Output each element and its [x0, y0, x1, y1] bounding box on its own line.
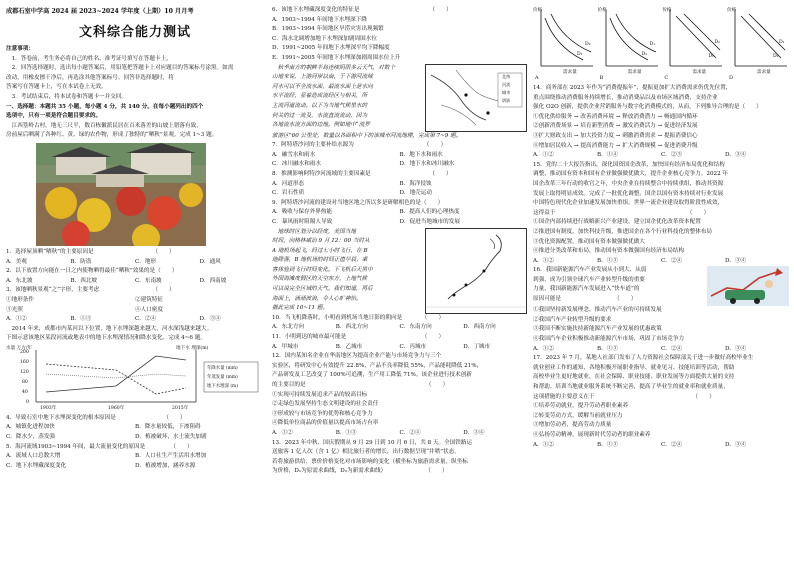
question-7: 7．阿特塔沙河的主要补给水源为 （ ） — [272, 142, 447, 149]
curve-panel — [727, 6, 789, 84]
question-3-items — [6, 296, 264, 315]
option[interactable]: D．西南坡 — [199, 277, 227, 284]
option[interactable]: A．①② — [533, 257, 554, 264]
option[interactable]: D．植被增加，涵养水源 — [135, 462, 196, 469]
option[interactable]: C．岩石性质 — [272, 190, 305, 197]
option[interactable]: C．地形 — [135, 258, 157, 265]
question-17: 高校毕业生更好地就业，在社会保障、职业技能、职业发展等方面提供大量的支持 — [533, 374, 735, 381]
option[interactable]: D．西南方向 — [463, 324, 496, 331]
option[interactable]: E．1991~2005 年间地下水埋深加剧周围水位上升 — [272, 54, 401, 61]
option[interactable]: A．美观 — [6, 258, 27, 265]
option[interactable]: A．东北坡 — [6, 277, 33, 284]
option[interactable]: A．吸收与保存外界热能 — [272, 209, 332, 216]
chart-ylabel-right: 地下水 埋深(m) — [176, 345, 209, 351]
question-10-options — [272, 323, 527, 333]
option[interactable]: B．①③ — [597, 441, 618, 448]
curve-label: D₁ — [649, 42, 656, 47]
item: ①实现可持续发展追求产品的较高目标 — [272, 391, 368, 398]
x-tick: 2015年 — [172, 405, 189, 411]
section-heading: 一、选择题：本题共 35 小题，每小题 4 分，共 140 分。在每小题列出的四个 — [6, 103, 204, 110]
option[interactable]: A．1903~1994 年间地下水埋深下降 — [272, 16, 367, 23]
notes-title: 注意事项： — [6, 46, 34, 52]
item: ②创新消费场景 → 培育新型消费 → 激发消费活力 → 促进经济发展 — [533, 123, 698, 130]
map-label: 河流 — [502, 81, 511, 87]
question-15: 国企改革三年行动的收官之年，中央企业在持续整合中持续重组，推动其资源 — [533, 180, 724, 187]
curve-label: D₁ — [778, 40, 785, 45]
question-15: 15．党的二十大报告指出，深化国资国企改革，加快国有经济布局优化和结构 — [533, 161, 725, 168]
option[interactable]: A．流域人口总数大增 — [6, 453, 61, 460]
item: ②推进国有制度，加快科技升级，推进国企在各个行业科技化的整体布局 — [533, 228, 713, 235]
question-2: 2．以下放置方向能在一日之内使物晒得最佳“晒秋”效果的是（ ） — [6, 268, 178, 275]
item: ①我国坚持新发展理念，推动汽车产业的可持续发展 — [533, 307, 662, 314]
option[interactable]: A．甲城市 — [272, 343, 299, 350]
passage-line: 海面上，涌涌波浪，令人心旷神怡。 — [272, 295, 362, 302]
question-13: 送旅客 1 亿人次（含 1 亿）相比旅行者的增长，出行数据呈现“井喷”状态， — [272, 449, 460, 456]
exam-title: 文科综合能力测试 — [78, 25, 191, 40]
passage-line: A 地机场起飞，经过七小时飞行，在 B — [272, 247, 368, 254]
map-label: 城市 — [502, 89, 511, 95]
curve-label: D₂ — [585, 42, 591, 47]
y-tick: 160 — [20, 359, 29, 365]
question-5: 5．海河流域1903~1994 年间，最大流量变化的原因是 （ ） — [6, 443, 193, 450]
item: ④人口密度 — [135, 306, 163, 313]
panel-id[interactable]: B — [599, 75, 604, 81]
question-16: 到强，成为引领全球汽车产业转型升级的重要 — [533, 276, 645, 283]
option[interactable]: A．①② — [533, 345, 554, 352]
note-line: 1．答卷前，考生务必将自己的姓名、准考证号填写在答题卡上。 — [6, 55, 172, 62]
option[interactable]: C．②④ — [661, 441, 683, 448]
question-16: 原因可能是 （ ） — [533, 296, 637, 303]
option[interactable]: B．防盗 — [70, 258, 92, 265]
passage-line: 各地流水流方面的边地。例如地中“流罗 — [272, 122, 370, 129]
option[interactable]: C．降水少，蒸发强 — [6, 434, 56, 441]
village-photo — [36, 143, 206, 246]
note-line: 改动，用橡皮擦干净后，再选涂其他答案标号。回答非选择题时，将 — [6, 74, 174, 81]
option[interactable]: A．①② — [272, 429, 293, 436]
question-12: 的主要目的是 （ ） — [272, 382, 449, 388]
map-label: 阴影 — [502, 97, 511, 103]
option[interactable]: C．②④ — [135, 316, 157, 323]
option[interactable]: D．③④ — [725, 152, 747, 159]
map-label: 北纬 — [502, 73, 511, 79]
item: ③增加劳动者，提高劳动力质量 — [533, 422, 612, 429]
curve-label: D₂ — [772, 54, 779, 59]
axis-label: 需求量 — [627, 70, 642, 75]
question-17: 17．2023 年 7 月，某地人社部门发布了人力资源社会保障部关于进一步做好高校毕业生 — [533, 355, 754, 362]
passage-line: 房前屋后晒满了各种红、黄、绿的农作物，形成了独特的“晒秋”景观。完成 1~3 题。 — [6, 132, 218, 139]
question-17: 这项措施的主要意义在于 （ ） — [533, 393, 715, 400]
question-1: 1．选择屋顶晒“晒秋”的主要原因是 （ ） — [6, 248, 175, 255]
groundwater-chart — [6, 344, 264, 414]
option[interactable]: C．②④ — [399, 429, 421, 436]
item: ③光照 — [6, 306, 23, 313]
passage-line: 时间，向格林威治 9 月 12：00 当时从 — [272, 238, 370, 245]
axis-label: 价格 — [726, 8, 737, 13]
passage-line: 山地来说，上游河岸以南，于下游河流域 — [272, 74, 373, 81]
question-15: 发展上取得明显成效。完成了一批优化调整，国企以国有资本持续对行业发展 — [533, 190, 724, 197]
passage-line: 秋季南方的朝鲜半岛连续阴雨多云天气，对数个 — [272, 64, 396, 71]
item: ③优化资源配置，推动国有资本做强做优做大 — [533, 238, 645, 245]
question-14: 重点围绕推动消费服务持续增长，推动消费品以及市场区域消费，支持企业 — [533, 94, 718, 101]
option[interactable]: B．西北方向 — [335, 324, 368, 331]
axis-label: 价格 — [533, 8, 543, 13]
item: ①培养劳动就业，提升劳动者职业素养 — [533, 403, 629, 410]
item: ③我国不断实施扶持新能源汽车产业发展的优惠政策 — [533, 326, 662, 333]
curve-label: D₂ — [641, 52, 648, 57]
item: ④推进分类改革和布局，推动国有资本做强国有经济布局结构 — [533, 248, 685, 255]
question-14: 14．商务部在 2023 年作为“消费提振年”，提振更加扩大消费需求仍优先位置， — [533, 85, 732, 91]
curve-label: D₁ — [577, 52, 583, 57]
question-1-options — [6, 258, 264, 268]
x-tick: 1903年 — [40, 405, 57, 411]
river-map — [425, 64, 527, 132]
y-tick: 80 — [22, 379, 28, 385]
question-15: 中国特色现代化企业加速发展加快重组，世界一流企业建设取得阶段性成效， — [533, 200, 724, 207]
option[interactable]: A．东北方向 — [272, 324, 305, 331]
question-14: 强化 O2O 创新，提供企业营销服务与数字化消费模式的，从而，下列推导合理的是（ ） — [533, 104, 762, 111]
question-13: 13．2023 年中秋、国庆假期从 9 月 29 日到 10 月 6 日，共 8 天。全国铁路运 — [272, 439, 473, 446]
curve-panel — [533, 6, 595, 84]
passage-line: 客体验到飞行时间变化。下飞机后天黑中 — [272, 266, 373, 273]
column-2 — [272, 6, 527, 477]
question-15-options — [533, 257, 789, 267]
passage-line: 2014 年来，成都市内某河以下位置，地下水埋深越来越大，河水深浅越来越大。 — [6, 325, 213, 332]
question-14-options — [533, 151, 789, 161]
question-17-options — [533, 441, 789, 451]
option[interactable]: D．通风 — [199, 258, 221, 265]
passage-line: 外国海滩度假区的天空东方，上地气候 — [272, 276, 368, 283]
question-16: 16．我国新能源汽车产业发展从小到大、从弱 — [533, 267, 647, 274]
option[interactable]: C．地下水埋藏深度变化 — [6, 462, 67, 469]
question-7-options — [272, 151, 527, 170]
option[interactable]: D．植被破坏，水土流失加剧 — [135, 434, 207, 441]
legend-item: 年蒸发量 (mm) — [207, 374, 238, 380]
option[interactable]: B．人口社生产生活用水增加 — [135, 453, 207, 460]
japan-map — [425, 228, 527, 314]
axis-label: 价格 — [597, 8, 607, 13]
option[interactable]: B．提高人们的心理热度 — [399, 209, 460, 216]
question-16-block — [533, 266, 789, 306]
question-12: 产品研发及工艺改变了 100%可追溯，生产用工降低 71%。该企业进行技术创新 — [272, 372, 472, 379]
option[interactable]: C．东南方向 — [399, 324, 432, 331]
question-11-options — [272, 343, 527, 353]
question-10: 10．当飞机降落时，小明看到机场当地日影的朝向是 （ ） — [272, 314, 445, 321]
question-17: 就业创业工作的通知，各地积极开展职业指导、就业见习、技能培训等活动，帮助 — [533, 364, 735, 371]
item: ④弘扬劳动精神，展现新时代劳动者的职业素养 — [533, 432, 651, 438]
legend-item: 年降水量 (mm) — [207, 365, 238, 371]
passage-line: 水平流经，显着造成流经区与相关，所 — [272, 93, 368, 100]
column-1 — [6, 6, 264, 471]
y-tick: 200 — [20, 349, 29, 355]
question-6: 6．该地下水埋藏深度变化的特征是 （ ） — [272, 7, 452, 13]
option[interactable]: D．③④ — [199, 316, 221, 323]
curve-label: D₂ — [714, 40, 720, 45]
option[interactable]: B．西北坡 — [70, 277, 97, 284]
item: ②走绿色发展坚持生态文明建设的社会责任 — [272, 401, 379, 408]
passage-line: 可以说完全区域的天气。我们知道，再后 — [272, 286, 373, 293]
option[interactable]: D．1991~2005 年间地下水埋深平均下降幅度 — [272, 45, 390, 52]
note-line: 答案写在答题卡上，写在本试卷上无效。 — [6, 84, 107, 91]
option[interactable]: C．丙城市 — [399, 343, 427, 350]
question-13: 若将旅游供给、票价价格变化对市场影响的变化（横坐标为旅游需求量，纵坐标 — [272, 458, 468, 465]
y-tick: 120 — [20, 369, 29, 375]
option[interactable]: C．②④ — [661, 257, 683, 264]
passage-line: 地降落，B 地机场的时间正值早晨，乘 — [272, 257, 368, 264]
option[interactable]: B．海洋侵蚀 — [399, 180, 432, 187]
question-9-options — [272, 208, 527, 227]
option[interactable]: D．地下水和冰川融水 — [399, 161, 455, 168]
option[interactable]: C．暴风雨时阻隔人导致 — [272, 218, 333, 225]
option[interactable]: B．地下水和雨水 — [399, 151, 443, 158]
axis-label: 需求量 — [756, 70, 771, 75]
item: ①地形条件 — [6, 296, 34, 303]
passage-with-map — [272, 64, 527, 132]
question-16: 力量，我国新能源汽车发展进入“快车道”的 — [533, 286, 640, 293]
option[interactable]: A．①② — [6, 316, 27, 323]
passage-line: 何关的过一流及，水流直流流动，因为 — [272, 112, 368, 119]
item: ④增加居民收入 → 提高消费能力 → 扩大消费规模 → 促进消费升级 — [533, 142, 698, 149]
passage-line: 据此完成 10~11 题。 — [272, 305, 329, 312]
question-2-options — [6, 277, 264, 287]
question-3: 3．该地晒秋景观“之”字形，主要考虑 （ ） — [6, 287, 175, 294]
option[interactable]: A．①② — [533, 441, 554, 448]
y-tick: 40 — [22, 389, 28, 395]
question-8-options — [272, 180, 527, 199]
panel-id[interactable]: D — [728, 75, 733, 81]
item: ④我国汽车企业积极推动新能源汽车市场，巩固了市场竞争力 — [533, 336, 685, 343]
option[interactable]: A．融雪水和雨水 — [272, 151, 316, 158]
option[interactable]: D．地壳运动 — [399, 190, 432, 197]
option[interactable]: C．②③ — [661, 152, 683, 159]
question-12: 实验区，将研发中心有效提升 22.8%，产品不良率降低 55%，产品能耗降低 21%， — [272, 362, 483, 369]
option[interactable]: B．乙城市 — [335, 343, 363, 350]
option[interactable]: A．河道形态 — [272, 180, 305, 187]
axis-label: 价格 — [662, 8, 672, 13]
item: ②建筑特征 — [135, 296, 163, 303]
passage-line: 江西篁岭古村，地无三尺平，数百栋徽派民居在百米落差的山坡上错落有致， — [6, 122, 202, 129]
column-3 — [533, 6, 789, 450]
question-4-options — [6, 423, 264, 442]
option[interactable]: C．冰川融水和雨水 — [272, 161, 322, 168]
item: ③扩大财政支出 → 加大投资力度 → 刺激消费需求 → 提振消费信心 — [533, 132, 698, 139]
option[interactable]: A．城镇化进程加快 — [6, 424, 55, 431]
option[interactable]: B．①③ — [597, 345, 618, 352]
axis-label: 需求量 — [692, 70, 707, 75]
question-17: 和帮助。培训当地就业服务系统不断完善，提高了毕业生的就业率和就业质量， — [533, 384, 729, 391]
option[interactable]: C．海水北调增加地下水埋深加剧周围水位 — [272, 35, 377, 42]
question-3-options — [6, 315, 264, 325]
y-tick: 0 — [26, 399, 29, 405]
item: ①优化供给服务 → 改善消费环境 → 释放消费潜力 → 畅通国内循环 — [533, 113, 698, 120]
question-15: 这得益于 （ ） — [533, 209, 710, 216]
option[interactable]: D．③④ — [725, 441, 747, 448]
passage-line: 地球时区划分以经度，美国当地 — [272, 228, 356, 235]
panel-id[interactable]: A — [535, 75, 539, 81]
option[interactable]: B．1903~1994 年间地区旱涝灾害出现频繁 — [272, 26, 384, 33]
x-tick: 1960年 — [108, 405, 125, 411]
item: ①国企内部持续进行战略新兴产业建设，建立国企优化改革资本配置 — [533, 219, 701, 226]
question-8: 8．推测影响阿特沙河流域的主要因素是 （ ） — [272, 170, 452, 177]
option[interactable]: D．③④ — [725, 345, 747, 352]
option[interactable]: D．丁城市 — [463, 343, 491, 350]
question-16-options — [533, 345, 789, 355]
passage-line: 旅游区”60 公里处，数量以各面积中下的该城市河流地理，完成第 7~9 题。 — [272, 132, 462, 139]
note-line: 3．考试结束后，将本试卷和答题卡一并交回。 — [6, 93, 128, 100]
curve-panel — [598, 6, 660, 84]
option[interactable]: B．①④ — [597, 152, 618, 159]
option[interactable]: C．②④ — [661, 345, 683, 352]
passage-line: 河水可以不全流水面，最流水面上是水向 — [272, 83, 373, 90]
option[interactable]: D．③④ — [463, 429, 485, 436]
section-heading: 选项中，只有一项是符合题目要求的。 — [6, 113, 102, 120]
option[interactable]: A．①② — [533, 152, 554, 159]
curve-panel — [662, 6, 724, 84]
item: ②转变劳动方式，缓解当前就业压力 — [533, 412, 623, 419]
ev-cartoon — [707, 266, 789, 306]
question-12: 12．国内某知名企业在华南地区为提高企业产能与市场竞争力与三个 — [272, 353, 442, 360]
panel-id[interactable]: C — [664, 75, 669, 81]
passage-line: 主流河道流动。以下为当地气候里水的 — [272, 102, 368, 109]
question-15: 调整，推动国有资本和国有企业做强做优做大，提升企业核心竞争力。2022 年 — [533, 171, 729, 178]
item: ②我国汽车产业转型升级的要求 — [533, 316, 612, 323]
question-4: 4．导致石室中地下水埋深变化的根本原因是 （ ） — [6, 414, 186, 421]
question-12-options — [272, 429, 527, 439]
question-11: 11．小明到达的城市最可能是 （ ） — [272, 334, 445, 341]
option[interactable]: B．①③ — [70, 316, 92, 323]
item: ④降低单位商品的价值量以提高市场占有率 — [272, 420, 379, 427]
question-5-options — [6, 452, 264, 471]
passage-with-japan-map — [272, 228, 527, 314]
note-line: 2．回答选择题时，选出每小题答案后，用铅笔把答题卡上对应题目的答案标号涂黑。如需 — [6, 65, 234, 72]
chart-ylabel-left: 水量 万方/年 — [6, 345, 32, 351]
exam-header: 成都石室中学高 2024 届 2023~2024 学年度（上期）10 月月考 — [6, 8, 194, 15]
option[interactable]: C．东南坡 — [135, 277, 162, 284]
option[interactable]: B．①③ — [597, 257, 618, 264]
option[interactable]: B．降水量较低，下渗阻碍 — [135, 424, 201, 431]
legend-item: 地下水埋深 (m) — [207, 383, 238, 389]
demand-curves — [533, 6, 789, 84]
question-9: 9．阿特塔沙河流的建设对当地区地之所以多是研解相色的是（ ） — [272, 199, 444, 206]
passage-line: 下图示意该地区某段河流或地表中的地下水埋深情况和降水变化。完成 4~6 题。 — [6, 335, 206, 342]
option[interactable]: B．①③ — [335, 429, 357, 436]
axis-label: 需求量 — [563, 70, 577, 75]
item: ③形成较与市场竞争的优势和核心竞争力 — [272, 410, 373, 417]
option[interactable]: D．促进当地城市的发展 — [399, 218, 460, 225]
curve-label: D₁ — [708, 54, 714, 59]
question-13: 为价格，D₁为原需求曲线，D₂为新需求曲线） （ ） — [272, 468, 448, 475]
option[interactable]: D．③④ — [725, 257, 747, 264]
